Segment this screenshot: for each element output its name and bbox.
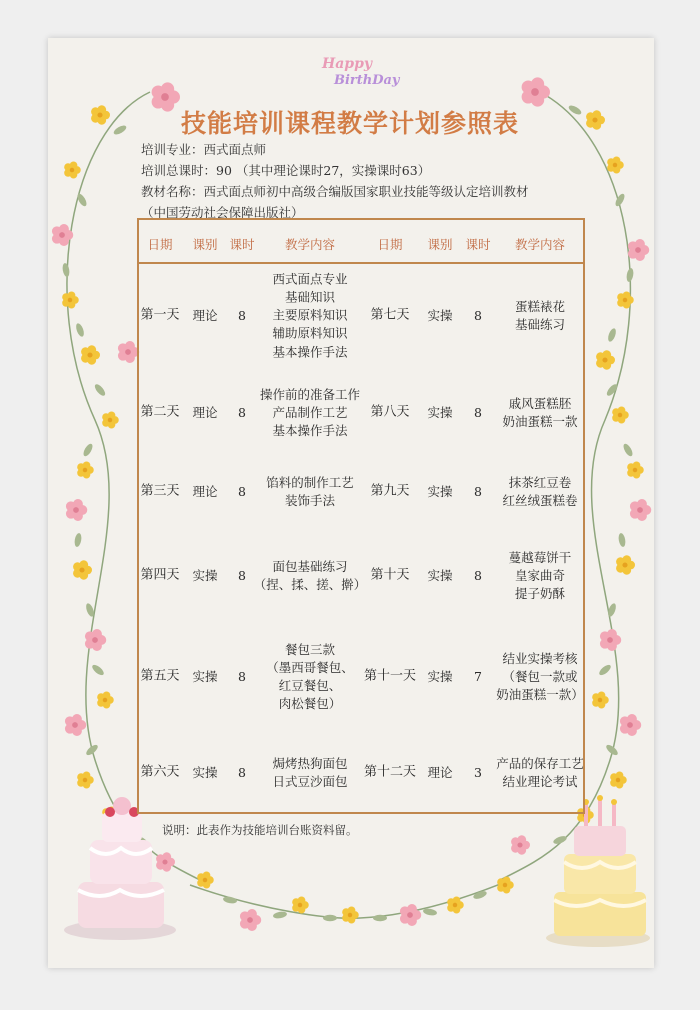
footnote: 说明：此表作为技能培训台账资料留。 bbox=[162, 823, 358, 837]
content-line: 奶油蛋糕一款） bbox=[496, 687, 584, 703]
table-cell-day: 第十天 bbox=[370, 567, 410, 583]
flower-icon bbox=[197, 871, 214, 888]
content-line: 操作前的准备工作 bbox=[259, 386, 361, 402]
content-line: 肉松餐包） bbox=[278, 696, 342, 712]
content-line: 西式面点专业 bbox=[272, 271, 348, 287]
content-line: 日式豆沙面包 bbox=[272, 774, 348, 789]
flower-icon bbox=[85, 629, 106, 651]
table-cell-type: 理论 bbox=[192, 404, 218, 420]
table-cell-content bbox=[502, 474, 577, 510]
info-specialty: 培训专业：西式面点师 bbox=[141, 142, 267, 157]
table-cell-type: 理论 bbox=[192, 483, 218, 499]
content-line: 产品的保存工艺 bbox=[496, 755, 584, 771]
content-line: 基本操作手法 bbox=[272, 423, 348, 439]
flower-icon bbox=[497, 876, 514, 893]
table-cell-day: 第六天 bbox=[140, 764, 180, 780]
flower-icon bbox=[342, 906, 359, 923]
table-cell-type: 实操 bbox=[427, 404, 453, 420]
flower-icon bbox=[77, 771, 94, 788]
content-line: （墨西哥餐包、 bbox=[266, 659, 354, 675]
table-cell-type: 理论 bbox=[192, 307, 218, 323]
table-header-cell: 课时 bbox=[229, 237, 255, 252]
page-title: 技能培训课程教学计划参照表 bbox=[180, 109, 519, 138]
table-cell-hours: 8 bbox=[238, 764, 246, 780]
table-cell-day: 第二天 bbox=[140, 404, 180, 420]
table-cell-type: 实操 bbox=[427, 567, 453, 583]
leaf-icon bbox=[373, 915, 387, 921]
content-line: 辅助原料知识 bbox=[272, 326, 348, 342]
table-cell-hours: 8 bbox=[238, 404, 246, 420]
content-line: 主要原料知识 bbox=[272, 307, 348, 323]
leaf-icon bbox=[91, 663, 106, 677]
table-cell-content bbox=[272, 755, 347, 791]
content-line: 奶油蛋糕一款 bbox=[502, 414, 578, 429]
leaf-icon bbox=[93, 383, 107, 398]
table-cell-hours: 3 bbox=[474, 764, 482, 780]
flower-icon bbox=[616, 555, 635, 574]
flower-icon bbox=[607, 156, 624, 173]
table-cell-content bbox=[509, 549, 572, 603]
content-line: 基本操作手法 bbox=[272, 344, 348, 360]
table-header-cell: 教学内容 bbox=[284, 237, 336, 252]
table-cell-type: 理论 bbox=[427, 764, 453, 780]
table-cell-hours: 7 bbox=[474, 668, 482, 684]
table-header-divider bbox=[137, 262, 585, 264]
table-header-cell: 日期 bbox=[147, 237, 173, 252]
table-cell-day: 第一天 bbox=[140, 307, 180, 323]
table-cell-type: 实操 bbox=[427, 668, 453, 684]
flower-icon bbox=[617, 291, 634, 308]
content-line: 皇家曲奇 bbox=[514, 567, 566, 583]
content-line: 装饰手法 bbox=[284, 493, 336, 508]
table-cell-hours: 8 bbox=[474, 404, 482, 420]
leaf-icon bbox=[598, 663, 613, 677]
logo-line-1: Happy bbox=[322, 56, 373, 72]
content-line: 戚风蛋糕胚 bbox=[508, 395, 572, 411]
content-line: 结业理论考试 bbox=[502, 774, 578, 789]
flower-icon bbox=[522, 77, 550, 106]
table-cell-day: 第八天 bbox=[370, 404, 410, 420]
flower-icon bbox=[73, 560, 92, 579]
flower-icon bbox=[97, 691, 114, 708]
leaf-icon bbox=[62, 263, 71, 278]
content-line: （捏、揉、搓、擀） bbox=[253, 577, 367, 592]
table-cell-content bbox=[260, 386, 360, 440]
flower-icon bbox=[612, 406, 629, 423]
flower-icon bbox=[628, 239, 649, 261]
table-cell-content bbox=[502, 395, 577, 431]
table-header-cell: 教学内容 bbox=[514, 237, 566, 252]
info-textbook: 教材名称：西式面点师初中高级合编版国家职业技能等级认定培训教材 bbox=[141, 184, 529, 199]
flower-icon bbox=[156, 852, 175, 871]
logo-line-2: BirthDay bbox=[334, 73, 400, 88]
content-line: 结业实操考核 bbox=[502, 650, 578, 666]
table-cell-content bbox=[266, 474, 354, 510]
flower-icon bbox=[447, 896, 464, 913]
content-line: 蛋糕裱花 bbox=[514, 298, 566, 314]
content-line: 基础练习 bbox=[514, 317, 566, 332]
flower-icon bbox=[400, 904, 421, 926]
table-cell-content bbox=[272, 271, 347, 362]
info-publisher: （中国劳动社会保障出版社） bbox=[141, 205, 304, 220]
table-cell-type: 实操 bbox=[192, 764, 218, 780]
table-cell-content bbox=[496, 650, 584, 704]
table-header-cell: 课别 bbox=[427, 237, 453, 252]
content-line: （餐包一款或 bbox=[502, 668, 578, 684]
flower-icon bbox=[65, 714, 86, 736]
flower-icon bbox=[102, 411, 119, 428]
leaf-icon bbox=[74, 533, 83, 548]
table-cell-hours: 8 bbox=[474, 483, 482, 499]
content-line: 焗烤热狗面包 bbox=[272, 755, 348, 771]
leaf-icon bbox=[82, 442, 95, 457]
flower-icon bbox=[64, 161, 81, 178]
table-cell-day: 第十二天 bbox=[363, 764, 417, 780]
table-cell-hours: 8 bbox=[238, 307, 246, 323]
content-line: 面包基础练习 bbox=[272, 558, 348, 574]
leaf-icon bbox=[323, 915, 337, 921]
table-cell-hours: 8 bbox=[238, 483, 246, 499]
content-line: 馅料的制作工艺 bbox=[266, 474, 354, 490]
flower-icon bbox=[240, 909, 261, 931]
table-cell-content bbox=[266, 641, 354, 714]
table-cell-day: 第四天 bbox=[140, 567, 180, 583]
content-line: 红豆餐包、 bbox=[278, 678, 342, 693]
leaf-icon bbox=[273, 911, 288, 920]
table-cell-day: 第三天 bbox=[140, 483, 180, 499]
leaf-icon bbox=[626, 268, 635, 283]
yellow-cake bbox=[546, 795, 650, 947]
table-cell-hours: 8 bbox=[474, 307, 482, 323]
content-line: 抹茶红豆卷 bbox=[508, 474, 572, 490]
table-cell-day: 第五天 bbox=[140, 668, 180, 684]
leaf-icon bbox=[618, 533, 627, 548]
leaf-icon bbox=[85, 743, 100, 757]
table-cell-content bbox=[496, 755, 584, 791]
leaf-icon bbox=[75, 322, 86, 337]
content-line: 基础知识 bbox=[284, 289, 336, 305]
flower-icon bbox=[620, 714, 641, 736]
flower-icon bbox=[630, 499, 651, 521]
table-cell-content bbox=[515, 298, 565, 334]
flower-icon bbox=[292, 896, 309, 913]
table-cell-day: 第九天 bbox=[370, 483, 410, 499]
flower-icon bbox=[511, 835, 530, 854]
leaf-icon bbox=[622, 442, 635, 457]
content-line: 蔓越莓饼干 bbox=[508, 549, 572, 565]
leaf-icon bbox=[607, 327, 618, 342]
table-cell-hours: 8 bbox=[474, 567, 482, 583]
table-cell-type: 实操 bbox=[427, 307, 453, 323]
content-line: 红丝绒蛋糕卷 bbox=[502, 493, 578, 508]
flower-icon bbox=[62, 291, 79, 308]
content-line: 餐包三款 bbox=[284, 641, 336, 657]
content-line: 提子奶酥 bbox=[514, 586, 566, 602]
flower-icon bbox=[627, 461, 644, 478]
table-header-cell: 课时 bbox=[465, 237, 491, 252]
content-line: 产品制作工艺 bbox=[272, 404, 348, 420]
info-hours: 培训总课时：90 （其中理论课时27，实操课时63） bbox=[141, 163, 431, 178]
flower-icon bbox=[592, 691, 609, 708]
table-cell-type: 实操 bbox=[192, 567, 218, 583]
table-cell-day: 第七天 bbox=[370, 307, 410, 323]
table-cell-day: 第十一天 bbox=[363, 668, 417, 684]
flower-icon bbox=[81, 345, 100, 364]
flower-icon bbox=[610, 771, 627, 788]
flower-icon bbox=[596, 350, 615, 369]
table-header-cell: 课别 bbox=[192, 237, 218, 252]
table-cell-hours: 8 bbox=[238, 567, 246, 583]
table-cell-hours: 8 bbox=[238, 668, 246, 684]
flower-icon bbox=[600, 629, 621, 651]
table-cell-type: 实操 bbox=[427, 483, 453, 499]
flower-icon bbox=[77, 461, 94, 478]
happy-birthday-logo bbox=[316, 48, 400, 100]
table-cell-type: 实操 bbox=[192, 668, 218, 684]
table-cell-content bbox=[254, 558, 367, 594]
flower-icon bbox=[66, 499, 87, 521]
table-header-cell: 日期 bbox=[377, 237, 403, 252]
